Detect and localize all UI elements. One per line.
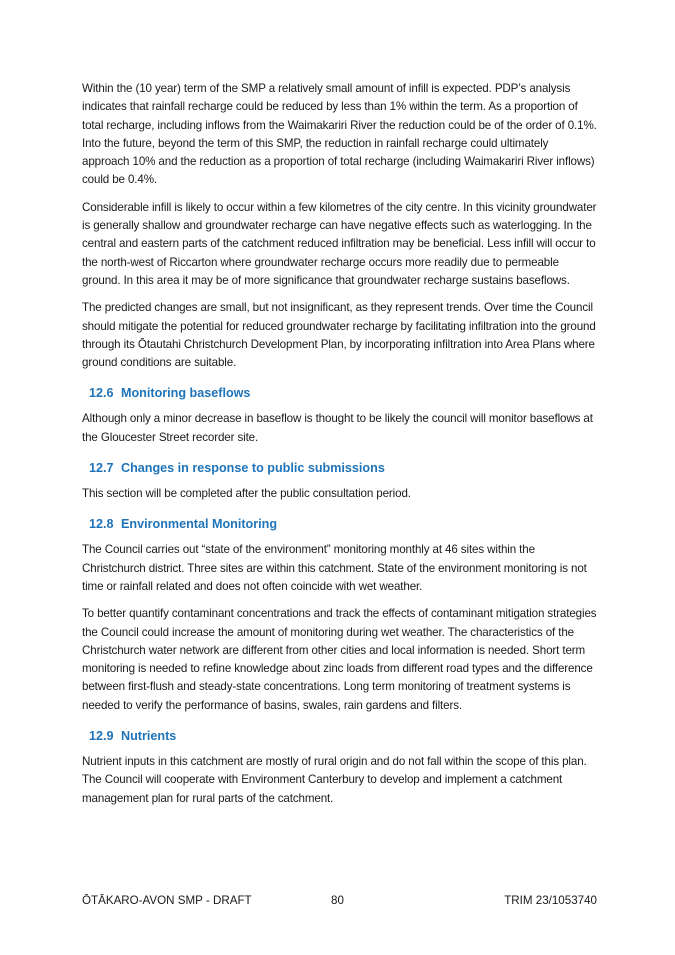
heading-environmental-monitoring: [89, 515, 597, 533]
paragraph-contaminant-monitoring: To better quantify contaminant concentrations and track the effects of contaminant mitigation strategies the Council could increase the amount of monitoring during wet weather. The characteristics of the Christchurch water network are different from other cities and local information is needed. Short term monitoring is needed to refine knowledge about zinc loads from different road types and the difference between first-flush and steady-state concentrations. Long term monitoring of treatment systems is needed to verify the performance of basins, swales, rain gardens and filters.: [82, 607, 597, 712]
footer-trim-reference: TRIM 23/1053740: [504, 894, 597, 907]
footer-document-title: ŌTĀKARO-AVON SMP - DRAFT: [82, 894, 252, 907]
paragraph-infill-term: Within the (10 year) term of the SMP a relatively small amount of infill is expected. PDP’s analysis indicates that rainfall recharge could be reduced by less than 1% within the term. As a proportion of total recharge, including inflows from the Waimakariri River the reduction could be of the order of 0.1%. Into the future, beyond the term of this SMP, the reduction in rainfall recharge could ultimately approach 10% and the reduction as a proportion of total recharge (including Waimakariri River inflows) could be 0.4%.: [82, 82, 597, 187]
section-title: Changes in response to public submissions: [121, 461, 385, 476]
document-page: [82, 80, 597, 817]
section-title: Environmental Monitoring: [121, 517, 278, 532]
heading-nutrients: [89, 727, 597, 745]
paragraph-baseflows: Although only a minor decrease in baseflow is thought to be likely the council will monitor baseflows at the Gloucester Street recorder site.: [82, 412, 593, 444]
section-title: Monitoring baseflows: [121, 386, 251, 401]
section-number: 12.9: [89, 729, 114, 744]
paragraph-predicted-changes: The predicted changes are small, but not insignificant, as they represent trends. Over time the Council should mitigate the potential for reduced groundwater recharge by facilitating infiltration into the ground through its Ōtautahi Christchurch Development Plan, by incorporating infiltration into Area Plans where ground conditions are suitable.: [82, 301, 596, 370]
paragraph-considerable-infill: Considerable infill is likely to occur within a few kilometres of the city centre. In this vicinity groundwater is generally shallow and groundwater recharge can have negative effects such as waterlogging. In the central and eastern parts of the catchment reduced infiltration may be beneficial. Less infill will occur to the north-west of Riccarton where groundwater recharge occurs more readily due to permeable ground. In this area it may be of more significance that groundwater recharge sustains baseflows.: [82, 200, 597, 287]
heading-monitoring-baseflows: [89, 384, 597, 402]
paragraph-state-of-environment: The Council carries out “state of the environment” monitoring monthly at 46 sites within the Christchurch district. Three sites are within this catchment. State of the environment monitoring is not time or rainfall related and does not often coincide with wet weather.: [82, 543, 587, 593]
heading-public-submissions: [89, 459, 597, 477]
section-number: 12.8: [89, 517, 114, 532]
section-number: 12.7: [89, 461, 114, 476]
paragraph-public-submissions: This section will be completed after the public consultation period.: [82, 487, 411, 501]
paragraph-nutrients: Nutrient inputs in this catchment are mostly of rural origin and do not fall within the scope of this plan. The Council will cooperate with Environment Canterbury to develop and implement a catchment management plan for rural parts of the catchment.: [82, 755, 587, 805]
section-number: 12.6: [89, 386, 114, 401]
section-title: Nutrients: [121, 729, 177, 744]
footer-page-number: 80: [331, 894, 344, 907]
